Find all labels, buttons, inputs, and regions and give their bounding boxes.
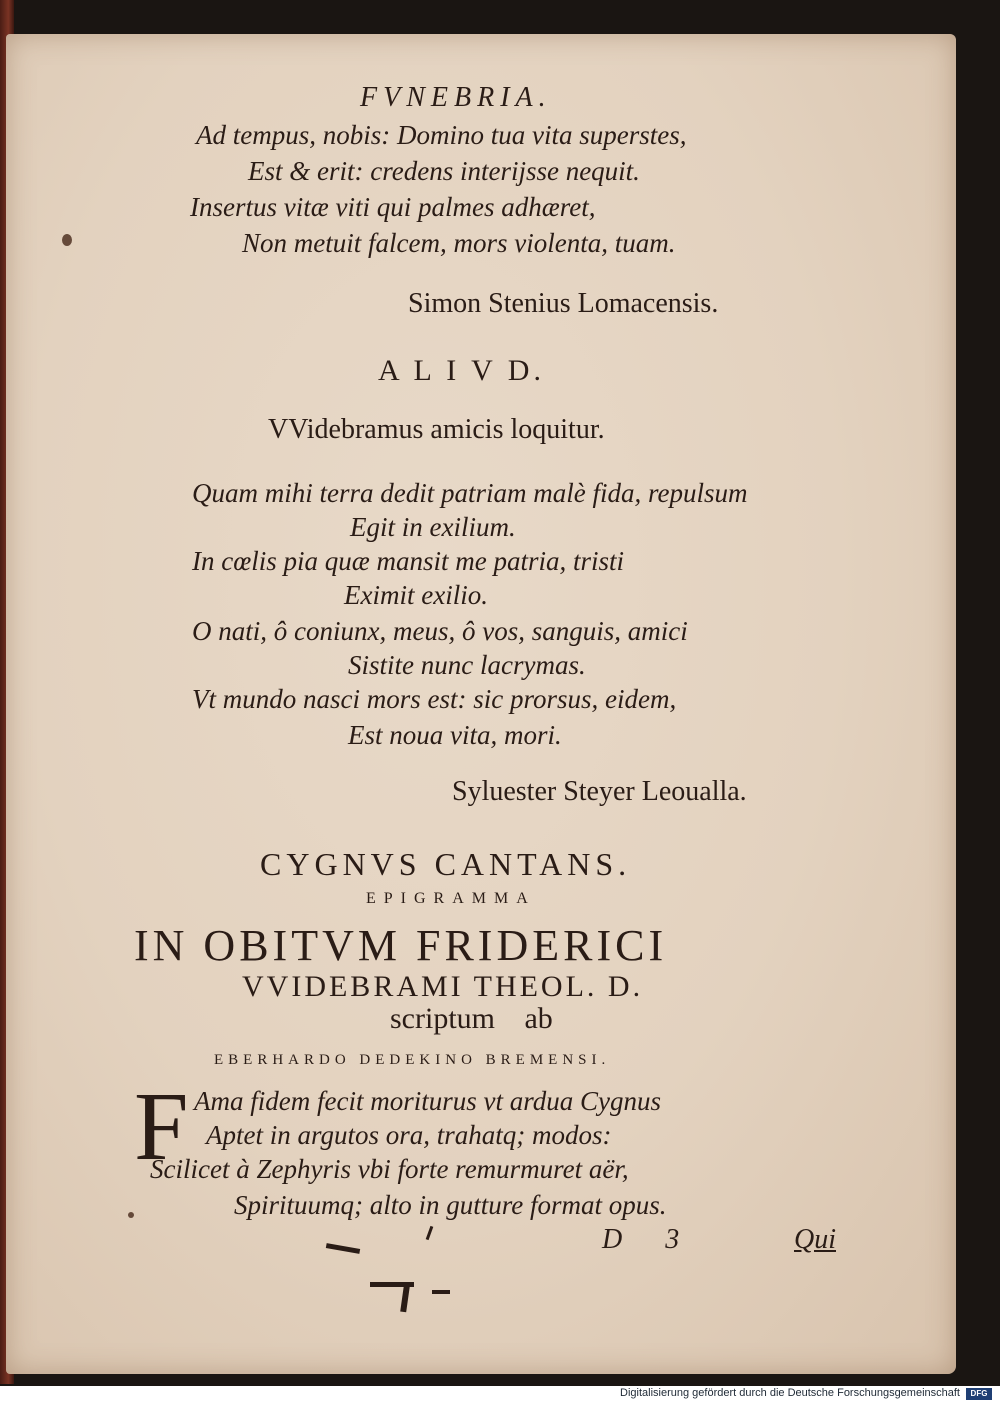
aliud-line: Egit in exilium. — [350, 512, 516, 542]
book-page — [6, 34, 956, 1374]
in-obitum-heading: IN OBITVM FRIDERICI — [134, 921, 668, 970]
epigramma-label: EPIGRAMMA — [366, 890, 536, 907]
poem1-line: Insertus vitæ viti qui palmes adhæret, — [190, 192, 596, 222]
aliud-line: O nati, ô coniunx, meus, ô vos, sanguis, amici — [192, 616, 688, 646]
cygnus-line: Spirituumq; alto in gutture format opus. — [234, 1190, 667, 1220]
cygnus-line: Scilicet à Zephyris vbi forte remurmuret aër, — [150, 1154, 629, 1184]
stray-ink-mark — [400, 1286, 410, 1313]
catchword: Qui — [794, 1224, 836, 1255]
ink-stain — [62, 234, 72, 246]
name-heading: VVIDEBRAMI THEOL. D. — [242, 970, 644, 1003]
aliud-author: Syluester Steyer Leoualla. — [452, 776, 747, 807]
poem1-line: Ad tempus, nobis: Domino tua vita superstes, — [196, 120, 687, 150]
aliud-line: Quam mihi terra dedit patriam malè fida, repulsum — [192, 478, 748, 508]
scriptum-line: scriptum ab — [390, 1002, 553, 1035]
poem1-author: Simon Stenius Lomacensis. — [408, 288, 719, 319]
stray-ink-mark — [426, 1226, 434, 1240]
aliud-heading: A L I V D. — [378, 354, 545, 387]
stray-ink-mark — [326, 1243, 360, 1254]
dfg-logo-icon: DFG — [966, 1388, 992, 1400]
running-head: FVNEBRIA. — [360, 82, 552, 113]
cygnus-line: Ama fidem fecit moriturus vt ardua Cygnus — [194, 1086, 661, 1116]
aliud-line: Sistite nunc lacrymas. — [348, 650, 586, 680]
digitization-footer — [0, 1386, 1000, 1404]
stray-ink-mark — [432, 1290, 450, 1294]
cygnus-title: CYGNVS CANTANS. — [260, 846, 632, 882]
drop-cap: F — [134, 1073, 189, 1181]
poem1-line: Est & erit: credens interijsse nequit. — [248, 156, 640, 186]
ink-dot — [128, 1212, 134, 1218]
cygnus-line: Aptet in argutos ora, trahatq; modos: — [206, 1120, 612, 1150]
aliud-line: Vt mundo nasci mors est: sic prorsus, eidem, — [192, 684, 677, 714]
aliud-line: In cœlis pia quæ mansit me patria, tristi — [192, 546, 625, 576]
signature-mark: D 3 — [602, 1224, 698, 1255]
poem1-line: Non metuit falcem, mors violenta, tuam. — [242, 228, 676, 258]
footer-credit: Digitalisierung gefördert durch die Deutsche Forschungsgemeinschaft — [620, 1387, 960, 1399]
aliud-line: Est noua vita, mori. — [348, 720, 562, 750]
dedication-author: EBERHARDO DEDEKINO BREMENSI. — [214, 1052, 611, 1068]
aliud-subheading: VVidebramus amicis loquitur. — [268, 414, 605, 445]
aliud-line: Eximit exilio. — [344, 580, 488, 610]
